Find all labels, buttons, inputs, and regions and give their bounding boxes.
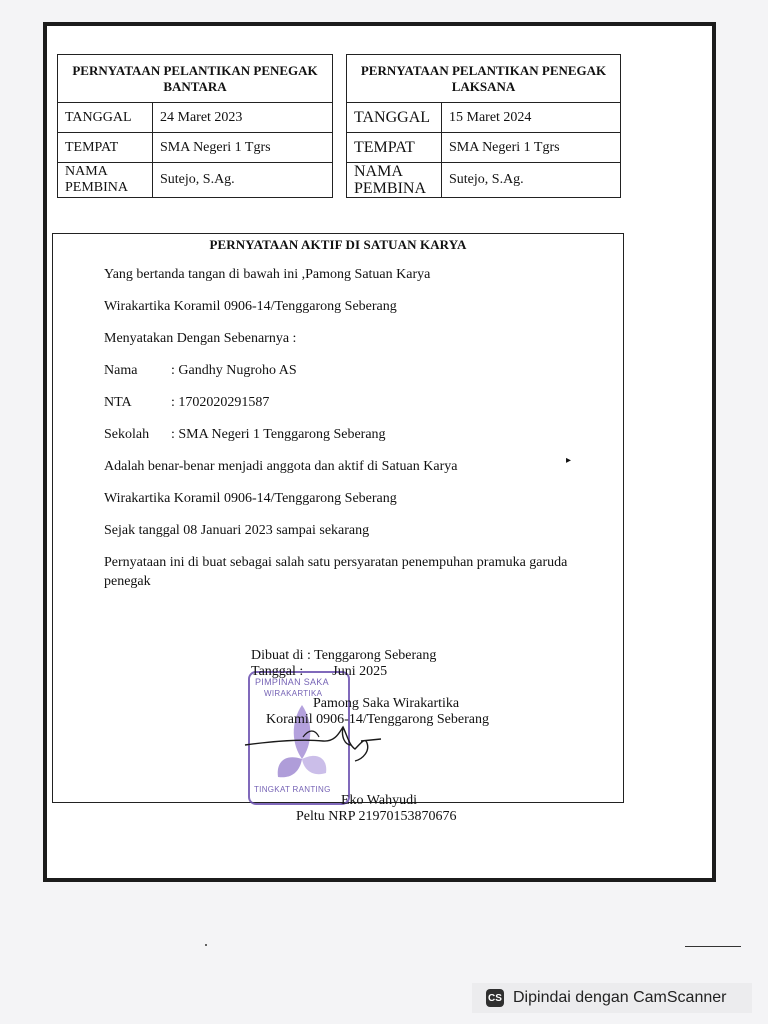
member-name-value: : Gandhy Nugroho AS: [171, 363, 297, 378]
statement-body-line-4: Pernyataan ini di buat sebagai salah satu persyaratan penempuhan pramuka garuda: [104, 555, 568, 570]
stamp-mid-text: WIRAKARTIKA: [264, 689, 323, 698]
bantara-place-value: SMA Negeri 1 Tgrs: [153, 133, 333, 163]
bantara-place-label: TEMPAT: [58, 133, 153, 163]
laksana-coach-label: NAMA PEMBINA: [347, 163, 442, 198]
signer-name: Eko Wahyudi: [341, 793, 417, 808]
statement-body-line-1: Adalah benar-benar menjadi anggota dan aktif di Satuan Karya: [104, 459, 458, 474]
member-school-row: [104, 427, 386, 443]
statement-body-line-3: Sejak tanggal 08 Januari 2023 sampai sekarang: [104, 523, 370, 538]
signer-role-line-1: Pamong Saka Wirakartika: [313, 696, 460, 711]
bantara-induction-table: [57, 54, 333, 198]
footer-divider: [685, 946, 741, 947]
table-row: [58, 133, 333, 163]
member-nta-row: [104, 395, 269, 411]
statement-intro-line-2: Wirakartika Koramil 0906-14/Tenggarong Seberang: [104, 299, 397, 314]
member-nta-label: NTA: [104, 395, 132, 410]
signer-role-line-2: Koramil 0906-14/Tenggarong Seberang: [266, 712, 489, 727]
bantara-table-title: PERNYATAAN PELANTIKAN PENEGAK BANTARA: [58, 55, 333, 103]
stray-dot: [205, 944, 207, 946]
member-school-value: : SMA Negeri 1 Tenggarong Seberang: [171, 427, 386, 442]
laksana-induction-table: [346, 54, 621, 198]
table-row: [58, 163, 333, 198]
member-name-row: [104, 363, 297, 379]
statement-body-line-2: Wirakartika Koramil 0906-14/Tenggarong Seberang: [104, 491, 397, 506]
table-row: [347, 133, 621, 163]
laksana-coach-value: Sutejo, S.Ag.: [442, 163, 621, 198]
camscanner-logo-icon: CS: [486, 989, 504, 1007]
bantara-date-value: 24 Maret 2023: [153, 103, 333, 133]
laksana-table-title: PERNYATAAN PELANTIKAN PENEGAK LAKSANA: [347, 55, 621, 103]
signer-rank-nrp: Peltu NRP 21970153870676: [296, 809, 457, 824]
laksana-place-label: TEMPAT: [347, 133, 442, 163]
handwritten-signature: [243, 715, 383, 765]
signing-date-row: [251, 664, 387, 680]
member-school-label: Sekolah: [104, 427, 150, 442]
statement-body-line-5: penegak: [104, 574, 151, 589]
member-nta-value: : 1702020291587: [171, 395, 270, 410]
bantara-coach-label: NAMA PEMBINA: [58, 163, 153, 198]
stamp-top-text: PIMPINAN SAKA: [255, 677, 329, 687]
signing-place: Dibuat di : Tenggarong Seberang: [251, 648, 437, 663]
stray-mark: ▸: [566, 455, 572, 466]
table-row: [58, 103, 333, 133]
statement-intro-line-3: Menyatakan Dengan Sebenarnya :: [104, 331, 297, 346]
bantara-coach-value: Sutejo, S.Ag.: [153, 163, 333, 198]
table-row: [347, 163, 621, 198]
bantara-date-label: TANGGAL: [58, 103, 153, 133]
camscanner-watermark: [472, 983, 752, 1013]
statement-title: PERNYATAAN AKTIF DI SATUAN KARYA: [209, 237, 467, 252]
laksana-date-label: TANGGAL: [347, 103, 442, 133]
laksana-date-value: 15 Maret 2024: [442, 103, 621, 133]
member-name-label: Nama: [104, 363, 138, 378]
table-row: [347, 103, 621, 133]
statement-intro-line-1: Yang bertanda tangan di bawah ini ,Pamong Satuan Karya: [104, 267, 431, 282]
stamp-bottom-text: TINGKAT RANTING: [254, 785, 331, 794]
camscanner-label: Dipindai dengan CamScanner: [513, 989, 727, 1006]
signing-date-label: Tanggal :: [251, 664, 304, 679]
laksana-place-value: SMA Negeri 1 Tgrs: [442, 133, 621, 163]
signing-date-value: Juni 2025: [332, 664, 388, 679]
